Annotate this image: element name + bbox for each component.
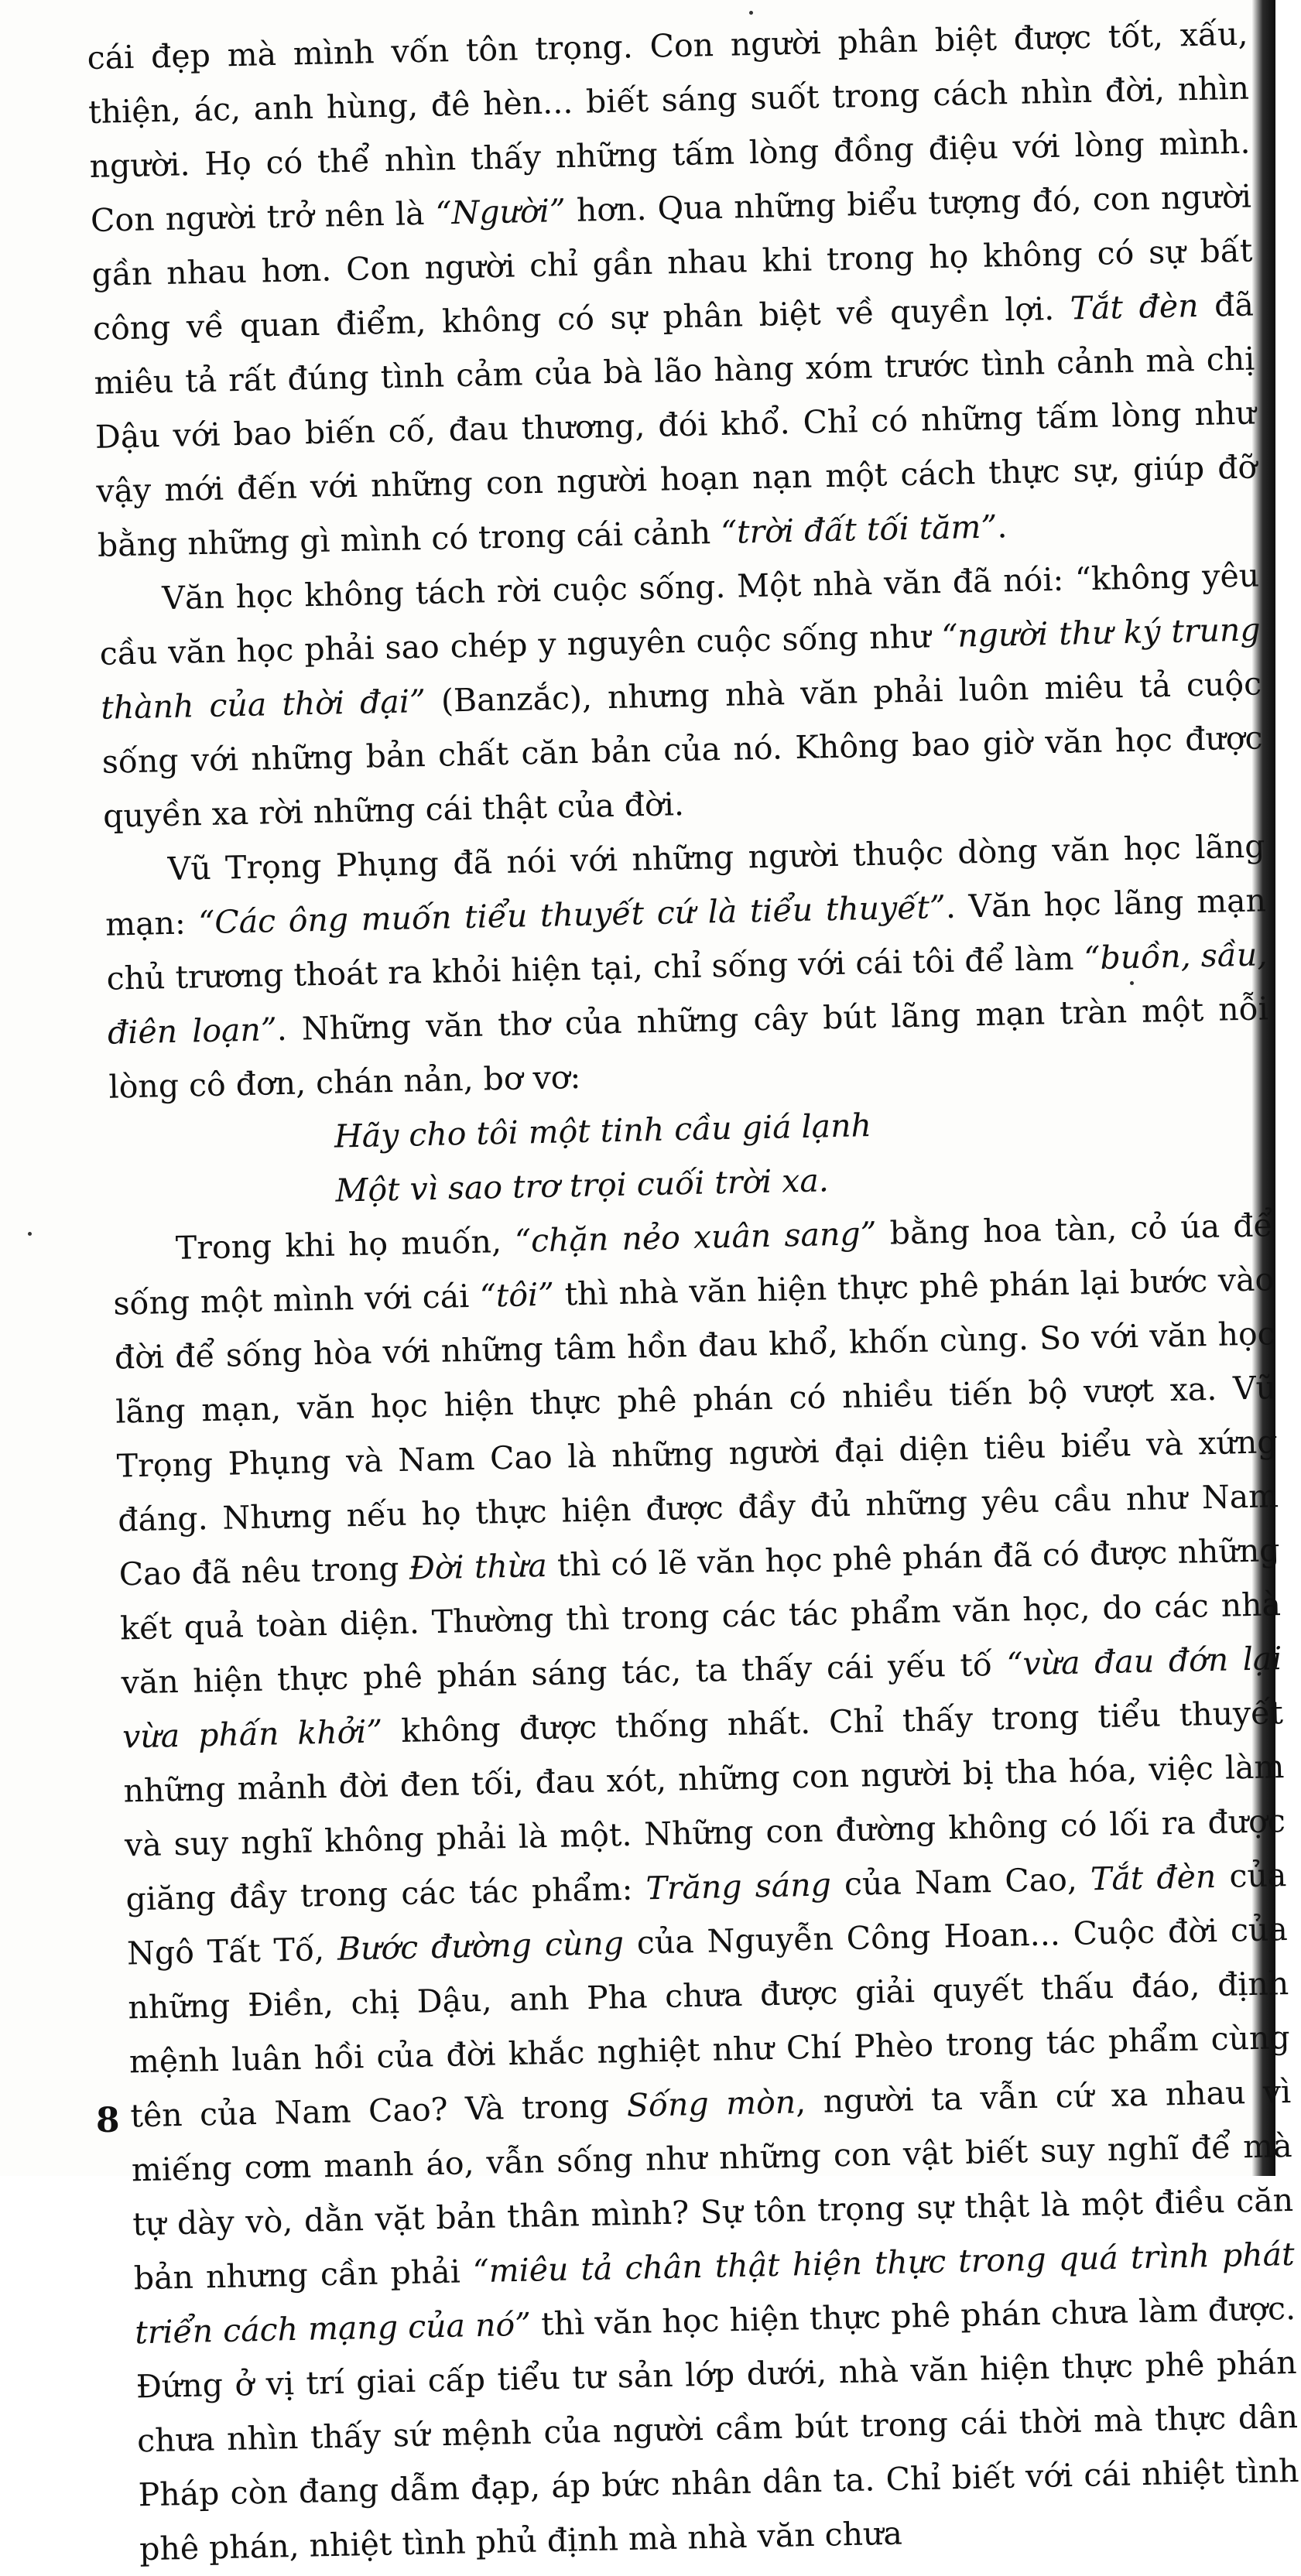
text-run: (Banzắc), nhưng nhà văn phải luôn miêu tả cuộc sống với những bản chất căn bản của nó. Không bao giờ văn học được quyền xa rời những cái thật của đời.	[101, 665, 1263, 835]
text-run: thì có lẽ văn học phê phán đã có được những kết quả toàn diện. Thường thì trong các tác phẩm văn học, do các nhà văn hiện thực phê phán sáng tác, ta thấy cái yếu tố	[119, 1531, 1282, 1702]
poem-line: Hãy cho tôi một tinh cầu giá lạnh	[334, 1107, 872, 1155]
italic-text: “vừa đau đớn lại vừa phấn khởi”	[122, 1640, 1282, 1756]
italic-text: Bước đường cùng	[337, 1924, 625, 1968]
italic-text: “Người”	[435, 192, 567, 232]
italic-text: “Các ông muốn tiểu thuyết cứ là tiểu thuyết”	[197, 888, 947, 942]
text-run: bằng hoa tàn, cỏ úa để sống một mình với cái	[112, 1206, 1274, 1322]
text-run: của Ngô Tất Tố,	[126, 1856, 1287, 1972]
italic-text: Tắt đèn	[1090, 1857, 1217, 1898]
poem-line: Một vì sao trơ trọi cuối trời xa.	[334, 1161, 830, 1209]
scan-speck	[749, 11, 753, 15]
text-run: của Nguyễn Công Hoan... Cuộc đời của những Điền, chị Dậu, anh Pha chưa được giải quyết thấu đáo, định mệnh luân hồi của đời khắc nghiệt như Chí Phèo trong tác phẩm cùng tên của Nam Cao? Và trong	[128, 1911, 1291, 2135]
italic-text: “miêu tả chân thật hiện thực trong quá trình phát triển cách mạng của nó”	[134, 2235, 1296, 2352]
page-number: 8	[96, 2101, 120, 2140]
text-run: hơn. Qua những biểu tượng đó, con người gần nhau hơn. Con người chỉ gần nhau khi trong họ không có sự bất công về quan điểm, không có sự phân biệt về quyền lợi.	[91, 177, 1253, 347]
italic-text: “buồn, sầu, điên loạn”	[107, 936, 1268, 1052]
text-run: thì văn học hiện thực phê phán chưa làm được. Đứng ở vị trí giai cấp tiểu tư sản lớp dưới, nhà văn hiện thực phê phán chưa nhìn thấy sứ mệnh của người cầm bút trong cái thời mà thực dân Pháp còn đang dẫm đạp, áp bức nhân dân ta. Chỉ biết với cái nhiệt tình phê phán, nhiệt tình phủ định mà nhà văn chưa	[135, 2289, 1299, 2568]
italic-text: Đời thừa	[409, 1546, 548, 1587]
italic-text: “người thư ký trung thành của thời đại”	[100, 611, 1262, 727]
paragraph	[104, 819, 1270, 1114]
scan-speck	[1130, 981, 1134, 985]
body-text	[87, 7, 1301, 2576]
text-run: Trong khi họ muốn,	[175, 1222, 515, 1267]
text-run: Văn học không tách rời cuộc sống. Một nhà văn đã nói: “không yêu cầu văn học phải sao chép y nguyên cuộc sống như	[99, 556, 1260, 672]
paragraph	[111, 1198, 1300, 2576]
text-run: không được thống nhất. Chỉ thấy trong tiểu thuyết những mảnh đời đen tối, đau xót, những con người bị tha hóa, việc làm và suy nghĩ không phải là một. Những con đường không có lối ra được giăng đầy trong các tác phẩm:	[123, 1694, 1286, 1918]
text-run: của Nam Cao,	[830, 1860, 1091, 1904]
text-run: . Văn học lãng mạn chủ trương thoát ra khỏi hiện tại, chỉ sống với cái tôi để làm	[106, 881, 1267, 997]
text-run: thì nhà văn hiện thực phê phán lại bước vào đời để sống hòa với những tâm hồn đau khổ, khốn cùng. So với văn học lãng mạn, văn học hiện thực phê phán có nhiều tiến bộ vượt xa. Vũ Trọng Phụng và Nam Cao là những người đại diện tiêu biểu và xứng đáng. Nhưng nếu họ thực hiện được đầy đủ những yêu cầu như Nam Cao đã nêu trong	[114, 1261, 1279, 1593]
italic-text: Trăng sáng	[645, 1866, 832, 1907]
text-run: đã miêu tả rất đúng tình cảm của bà lão hàng xóm trước tình cảnh mà chị Dậu với bao biến cố, đau thương, đói khổ. Chỉ có những tấm lòng như vậy mới đến với những con người hoạn nạn một cách thực sự, giúp đỡ bằng những gì mình có trong cái cảnh	[94, 286, 1258, 564]
text-run: cái đẹp mà mình vốn tôn trọng. Con người phân biệt được tốt, xấu, thiện, ác, anh hùng, đê hèn... biết sáng suốt trong cách nhìn đời, nhìn người. Họ có thể nhìn thấy những tấm lòng đồng điệu với lòng mình. Con người trở nên là	[87, 15, 1251, 239]
paragraph	[87, 7, 1258, 573]
scan-speck	[28, 1232, 32, 1236]
italic-text: Tắt đèn	[1070, 287, 1199, 327]
italic-text: “trời đất tối tăm”	[720, 508, 998, 551]
poem-quote	[334, 1090, 1272, 1217]
text-run: Vũ Trọng Phụng đã nói với những người thuộc dòng văn học lãng mạn:	[104, 827, 1265, 943]
text-run: .	[996, 508, 1008, 546]
italic-text: “chặn nẻo xuân sang”	[514, 1214, 878, 1260]
text-run: , người ta vẫn cứ xa nhau vì miếng cơm manh áo, vẫn sống như những con vật biết suy nghĩ để mà tự dày vò, dằn vặt bản thân mình? Sự tôn trọng sự thật là một điều căn bản nhưng cần phải	[131, 2073, 1294, 2297]
text-run: . Những văn thơ của những cây bút lãng mạn tràn một nỗi lòng cô đơn, chán nản, bơ vơ:	[108, 990, 1269, 1106]
paragraph	[98, 548, 1265, 843]
italic-text: “tôi”	[479, 1275, 555, 1315]
italic-text: Sống mòn	[626, 2083, 796, 2124]
